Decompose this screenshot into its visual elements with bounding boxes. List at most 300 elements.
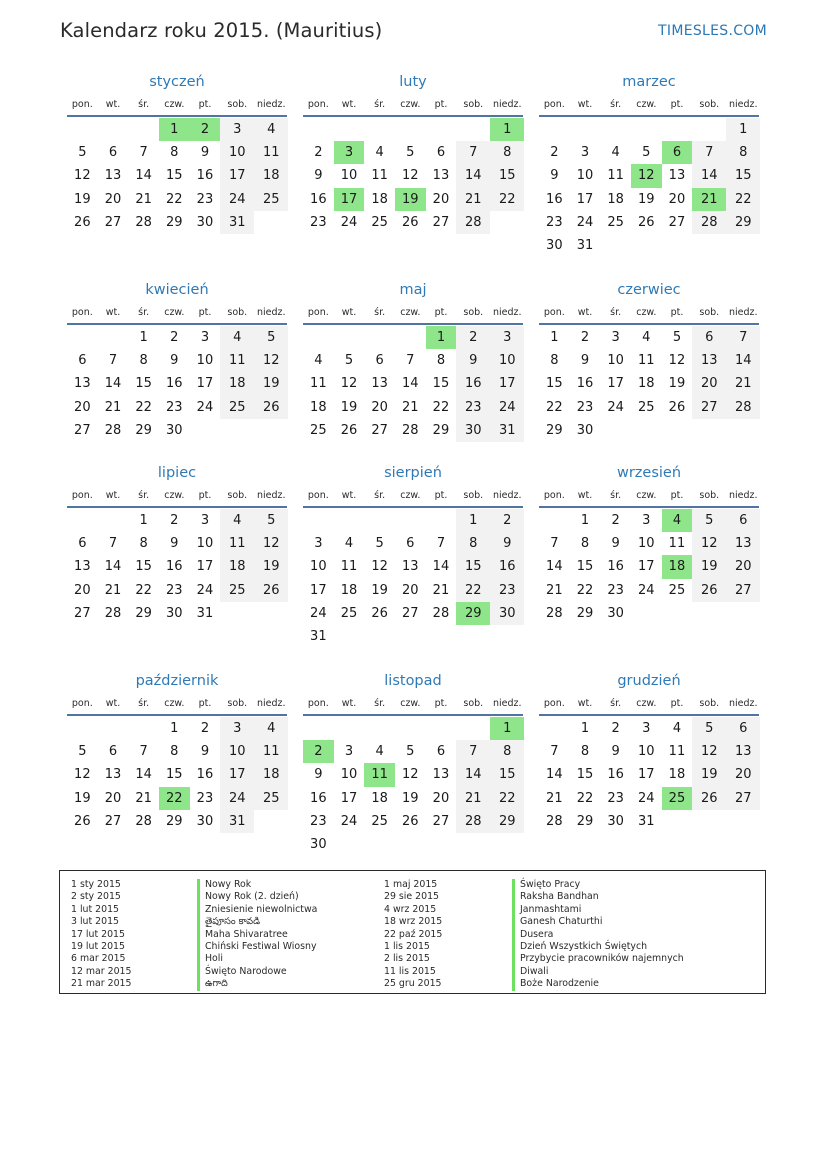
- day-cell: 16: [310, 191, 327, 207]
- day-cell: 6: [108, 145, 118, 161]
- day-cell: 8: [139, 353, 148, 369]
- day-cell: 27: [726, 787, 760, 810]
- day-grid: [67, 717, 287, 833]
- day-cell: 21: [104, 582, 122, 598]
- day-cell: 13: [371, 376, 388, 392]
- day-cell: 23: [546, 214, 563, 230]
- weekday-label: niedz.: [729, 306, 758, 318]
- day-cell: 23: [310, 214, 327, 230]
- empty-cell: [600, 118, 631, 141]
- day-cell: 9: [611, 744, 620, 760]
- weekday-label: pt.: [198, 306, 212, 318]
- weekday-label: pt.: [670, 306, 684, 318]
- day-cell: 29: [135, 422, 152, 438]
- day-cell: 25: [254, 787, 288, 810]
- weekday-label: czw.: [400, 489, 421, 501]
- weekday-header: [67, 301, 287, 325]
- day-cell: 14: [135, 168, 152, 184]
- day-cell: 9: [456, 349, 490, 372]
- day-cell: 14: [692, 164, 726, 187]
- day-cell: 2: [456, 326, 490, 349]
- weekday-label: wt.: [105, 697, 121, 709]
- day-cell: 27: [692, 396, 726, 419]
- day-cell: 8: [490, 740, 524, 763]
- weekday-label: czw.: [400, 306, 421, 318]
- day-cell: 20: [104, 191, 122, 207]
- day-cell: 4: [375, 744, 384, 760]
- weekday-header: [539, 93, 759, 117]
- weekday-label: pt.: [670, 489, 684, 501]
- day-cell: 17: [196, 559, 214, 575]
- day-cell: 27: [371, 422, 388, 438]
- day-cell: 21: [546, 582, 563, 598]
- day-cell: 28: [402, 422, 419, 438]
- weekday-label: sob.: [227, 306, 248, 318]
- legend-entry: Maha Shivaratree: [197, 929, 317, 941]
- month-name: grudzień: [617, 673, 681, 689]
- day-cell: 29: [576, 605, 594, 621]
- day-cell: 6: [726, 717, 760, 740]
- day-cell: 26: [371, 605, 388, 621]
- day-cell: 3: [220, 717, 254, 740]
- day-cell: 10: [638, 744, 655, 760]
- day-cell: 12: [668, 353, 686, 369]
- day-cell: 19: [74, 790, 91, 806]
- day-cell: 17: [220, 763, 254, 786]
- legend-entry: 18 wrz 2015: [384, 916, 443, 928]
- day-cell: 10: [196, 353, 214, 369]
- day-cell: 8: [726, 141, 760, 164]
- empty-cell: [303, 717, 334, 740]
- day-cell: 15: [576, 767, 594, 783]
- empty-cell: [364, 118, 395, 141]
- day-cell: 15: [490, 164, 524, 187]
- empty-cell: [692, 234, 726, 257]
- empty-cell: [220, 419, 254, 442]
- legend-entry: 1 sty 2015: [71, 879, 121, 890]
- day-cell: 17: [310, 582, 327, 598]
- empty-cell: [220, 602, 254, 625]
- empty-cell: [726, 234, 760, 257]
- day-cell: 14: [546, 559, 563, 575]
- day-cell: 24: [490, 396, 524, 419]
- day-cell: 18: [254, 164, 288, 187]
- empty-cell: [662, 602, 693, 625]
- weekday-label: sob.: [227, 489, 248, 501]
- day-cell: 26: [254, 579, 288, 602]
- empty-cell: [303, 509, 334, 532]
- day-cell: 15: [546, 376, 563, 392]
- day-cell: 3: [200, 330, 210, 345]
- day-cell: 15: [490, 763, 524, 786]
- weekday-label: sob.: [227, 98, 248, 110]
- day-cell: 13: [432, 168, 450, 184]
- weekday-label: pon.: [307, 697, 329, 709]
- holiday-day-cell: 1: [426, 326, 457, 349]
- day-cell: 23: [607, 790, 624, 806]
- weekday-label: niedz.: [257, 489, 286, 501]
- month-name: sierpień: [384, 465, 442, 481]
- day-cell: 29: [490, 810, 524, 833]
- empty-cell: [456, 717, 490, 740]
- legend-dates-right: [384, 879, 442, 991]
- empty-cell: [364, 833, 395, 856]
- empty-cell: [364, 509, 395, 532]
- empty-cell: [98, 326, 129, 349]
- day-cell: 13: [74, 376, 91, 392]
- day-cell: 20: [104, 790, 122, 806]
- weekday-label: czw.: [400, 98, 421, 110]
- day-cell: 4: [642, 330, 651, 345]
- legend-entry: Janmashtami: [512, 904, 684, 916]
- weekday-label: pt.: [198, 697, 212, 709]
- day-cell: 6: [692, 326, 726, 349]
- day-cell: 5: [254, 326, 288, 349]
- day-cell: 24: [607, 399, 624, 415]
- month-block: [303, 71, 523, 234]
- day-cell: 9: [550, 168, 559, 184]
- day-cell: 9: [200, 744, 210, 760]
- empty-cell: [334, 717, 365, 740]
- weekday-label: pt.: [434, 697, 448, 709]
- day-cell: 1: [580, 721, 590, 736]
- day-cell: 3: [490, 326, 524, 349]
- day-cell: 19: [668, 376, 686, 392]
- empty-cell: [490, 625, 524, 648]
- holiday-day-cell: 1: [490, 717, 524, 740]
- day-cell: 22: [726, 188, 760, 211]
- weekday-label: pon.: [71, 98, 93, 110]
- weekday-header: [67, 93, 287, 117]
- weekday-label: czw.: [164, 306, 185, 318]
- empty-cell: [631, 234, 662, 257]
- day-cell: 9: [580, 353, 590, 369]
- empty-cell: [426, 118, 457, 141]
- day-cell: 23: [196, 790, 214, 806]
- day-grid: [303, 717, 523, 856]
- month-block: [539, 462, 759, 625]
- day-cell: 7: [456, 740, 490, 763]
- empty-cell: [631, 419, 662, 442]
- empty-cell: [600, 234, 631, 257]
- day-cell: 21: [456, 787, 490, 810]
- day-cell: 12: [692, 532, 726, 555]
- weekday-label: wt.: [341, 306, 357, 318]
- day-cell: 9: [170, 536, 179, 552]
- day-cell: 25: [607, 214, 624, 230]
- day-cell: 4: [344, 536, 354, 552]
- day-cell: 16: [456, 372, 490, 395]
- day-cell: 24: [220, 188, 254, 211]
- empty-cell: [692, 118, 726, 141]
- day-grid: [67, 509, 287, 625]
- month-block: [303, 279, 523, 442]
- day-cell: 10: [340, 767, 358, 783]
- day-cell: 5: [375, 536, 384, 552]
- day-cell: 4: [254, 717, 288, 740]
- empty-cell: [190, 419, 221, 442]
- month-name: luty: [399, 74, 427, 90]
- day-cell: 20: [692, 372, 726, 395]
- day-cell: 26: [254, 396, 288, 419]
- legend-entry: 3 lut 2015: [71, 916, 120, 928]
- day-cell: 24: [638, 790, 655, 806]
- empty-cell: [303, 326, 334, 349]
- empty-cell: [67, 509, 98, 532]
- legend-entry: 29 sie 2015: [384, 891, 440, 903]
- empty-cell: [600, 419, 631, 442]
- weekday-label: sob.: [463, 306, 484, 318]
- day-cell: 20: [74, 399, 91, 415]
- weekday-label: śr.: [138, 98, 150, 110]
- day-cell: 12: [254, 532, 288, 555]
- weekday-label: niedz.: [493, 98, 522, 110]
- empty-cell: [539, 118, 570, 141]
- day-grid: [539, 118, 759, 257]
- day-cell: 6: [726, 509, 760, 532]
- weekday-label: wt.: [577, 306, 593, 318]
- legend-entry: Nowy Rok (2. dzień): [197, 891, 317, 903]
- weekday-label: pon.: [307, 489, 329, 501]
- holiday-day-cell: 21: [692, 188, 726, 211]
- empty-cell: [570, 118, 601, 141]
- empty-cell: [631, 118, 662, 141]
- day-cell: 20: [371, 399, 388, 415]
- day-cell: 10: [220, 740, 254, 763]
- day-cell: 13: [668, 168, 686, 184]
- day-cell: 14: [456, 164, 490, 187]
- day-cell: 15: [576, 559, 594, 575]
- day-cell: 10: [220, 141, 254, 164]
- day-cell: 22: [490, 787, 524, 810]
- empty-cell: [426, 833, 457, 856]
- legend-entry: Nowy Rok: [197, 879, 317, 891]
- day-cell: 13: [402, 559, 419, 575]
- empty-cell: [395, 717, 426, 740]
- holiday-day-cell: 4: [662, 509, 693, 532]
- day-cell: 8: [436, 353, 446, 369]
- weekday-label: pon.: [543, 697, 565, 709]
- day-grid: [67, 118, 287, 234]
- day-cell: 2: [200, 721, 210, 736]
- weekday-label: niedz.: [257, 306, 286, 318]
- day-cell: 5: [344, 353, 354, 369]
- legend-entry: 1 lut 2015: [71, 903, 120, 915]
- day-cell: 13: [104, 767, 122, 783]
- day-cell: 23: [607, 582, 624, 598]
- day-cell: 14: [104, 376, 122, 392]
- day-cell: 12: [402, 168, 419, 184]
- day-cell: 13: [692, 349, 726, 372]
- day-cell: 6: [436, 145, 446, 161]
- day-cell: 19: [254, 555, 288, 578]
- day-cell: 30: [196, 813, 214, 829]
- day-cell: 21: [104, 399, 122, 415]
- weekday-header: [539, 301, 759, 325]
- day-cell: 28: [456, 211, 490, 234]
- day-cell: 24: [638, 582, 655, 598]
- day-cell: 26: [74, 813, 91, 829]
- weekday-label: pt.: [434, 489, 448, 501]
- day-cell: 20: [432, 790, 450, 806]
- month-block: [539, 279, 759, 442]
- weekday-header: [539, 484, 759, 508]
- month-name: kwiecień: [145, 282, 209, 298]
- holiday-day-cell: 18: [662, 555, 693, 578]
- empty-cell: [726, 602, 760, 625]
- day-cell: 29: [166, 813, 183, 829]
- day-cell: 22: [135, 582, 152, 598]
- weekday-label: niedz.: [729, 697, 758, 709]
- day-cell: 28: [726, 396, 760, 419]
- day-cell: 3: [220, 118, 254, 141]
- day-cell: 24: [576, 214, 594, 230]
- day-cell: 18: [220, 372, 254, 395]
- day-grid: [539, 326, 759, 442]
- day-cell: 18: [668, 767, 686, 783]
- day-cell: 13: [104, 168, 122, 184]
- legend-entry: Ganesh Chaturthi: [512, 916, 684, 928]
- day-cell: 11: [668, 744, 686, 760]
- day-cell: 11: [254, 141, 288, 164]
- month-block: [539, 71, 759, 257]
- weekday-header: [67, 692, 287, 716]
- day-cell: 25: [371, 214, 388, 230]
- weekday-label: niedz.: [493, 489, 522, 501]
- day-cell: 3: [580, 145, 590, 161]
- day-cell: 16: [490, 555, 524, 578]
- day-grid: [303, 509, 523, 648]
- day-cell: 19: [402, 790, 419, 806]
- weekday-label: niedz.: [729, 489, 758, 501]
- day-cell: 24: [220, 787, 254, 810]
- weekday-label: pt.: [434, 306, 448, 318]
- day-cell: 19: [692, 763, 726, 786]
- day-cell: 29: [166, 214, 183, 230]
- day-cell: 14: [135, 767, 152, 783]
- day-cell: 17: [490, 372, 524, 395]
- day-cell: 5: [642, 145, 651, 161]
- day-cell: 5: [406, 744, 415, 760]
- day-cell: 28: [135, 214, 152, 230]
- day-cell: 25: [638, 399, 655, 415]
- day-cell: 3: [314, 536, 323, 552]
- day-cell: 6: [436, 744, 446, 760]
- day-cell: 8: [170, 145, 179, 161]
- day-cell: 1: [139, 513, 148, 528]
- empty-cell: [426, 625, 457, 648]
- empty-cell: [692, 419, 726, 442]
- day-cell: 11: [638, 353, 655, 369]
- empty-cell: [539, 717, 570, 740]
- day-cell: 12: [340, 376, 358, 392]
- empty-cell: [254, 211, 288, 234]
- holiday-day-cell: 2: [190, 118, 221, 141]
- day-cell: 1: [170, 721, 179, 736]
- weekday-label: śr.: [610, 306, 622, 318]
- day-cell: 4: [254, 118, 288, 141]
- holiday-day-cell: 17: [334, 188, 365, 211]
- empty-cell: [364, 625, 395, 648]
- day-grid: [303, 118, 523, 234]
- day-cell: 3: [200, 513, 210, 528]
- day-cell: 11: [254, 740, 288, 763]
- empty-cell: [395, 509, 426, 532]
- day-cell: 5: [78, 744, 87, 760]
- weekday-header: [303, 484, 523, 508]
- empty-cell: [395, 833, 426, 856]
- month-block: [67, 670, 287, 833]
- day-cell: 5: [406, 145, 415, 161]
- day-cell: 21: [135, 790, 152, 806]
- day-cell: 6: [78, 353, 87, 369]
- weekday-label: pt.: [670, 98, 684, 110]
- day-cell: 28: [104, 422, 122, 438]
- day-cell: 28: [104, 605, 122, 621]
- day-cell: 27: [402, 605, 419, 621]
- day-cell: 28: [692, 211, 726, 234]
- weekday-label: śr.: [374, 489, 386, 501]
- day-cell: 24: [340, 214, 358, 230]
- legend-entry: 17 lut 2015: [71, 928, 125, 940]
- day-cell: 16: [166, 559, 183, 575]
- legend-entry: Zniesienie niewolnictwa: [197, 904, 317, 916]
- weekday-label: pon.: [543, 98, 565, 110]
- day-cell: 25: [220, 579, 254, 602]
- weekday-label: wt.: [577, 697, 593, 709]
- day-cell: 7: [406, 353, 415, 369]
- day-cell: 1: [580, 513, 590, 528]
- day-cell: 2: [314, 145, 323, 161]
- empty-cell: [98, 509, 129, 532]
- day-cell: 27: [104, 214, 122, 230]
- day-cell: 24: [310, 605, 327, 621]
- day-cell: 30: [310, 836, 327, 852]
- month-block: [67, 71, 287, 234]
- day-cell: 17: [576, 191, 594, 207]
- day-cell: 7: [550, 744, 559, 760]
- day-cell: 21: [402, 399, 419, 415]
- legend-entry: Święto Pracy: [512, 879, 684, 891]
- legend-entry: 1 lis 2015: [384, 941, 430, 953]
- day-cell: 13: [726, 532, 760, 555]
- day-cell: 26: [692, 579, 726, 602]
- weekday-label: wt.: [105, 489, 121, 501]
- brand-link[interactable]: TIMESLES.COM: [658, 23, 767, 39]
- weekday-label: śr.: [138, 697, 150, 709]
- day-cell: 5: [692, 717, 726, 740]
- day-cell: 4: [220, 509, 254, 532]
- day-cell: 29: [726, 211, 760, 234]
- day-cell: 25: [668, 582, 686, 598]
- legend-entry: 4 wrz 2015: [384, 903, 437, 915]
- empty-cell: [395, 326, 426, 349]
- legend-names-left: [197, 879, 317, 991]
- day-cell: 29: [432, 422, 450, 438]
- day-cell: 20: [402, 582, 419, 598]
- weekday-label: śr.: [138, 489, 150, 501]
- day-cell: 10: [607, 353, 624, 369]
- weekday-label: pt.: [198, 98, 212, 110]
- day-cell: 7: [726, 326, 760, 349]
- day-cell: 14: [432, 559, 450, 575]
- legend-entry: Holi: [197, 953, 317, 965]
- day-cell: 11: [340, 559, 358, 575]
- empty-cell: [726, 810, 760, 833]
- empty-cell: [662, 118, 693, 141]
- day-cell: 16: [166, 376, 183, 392]
- weekday-label: śr.: [610, 98, 622, 110]
